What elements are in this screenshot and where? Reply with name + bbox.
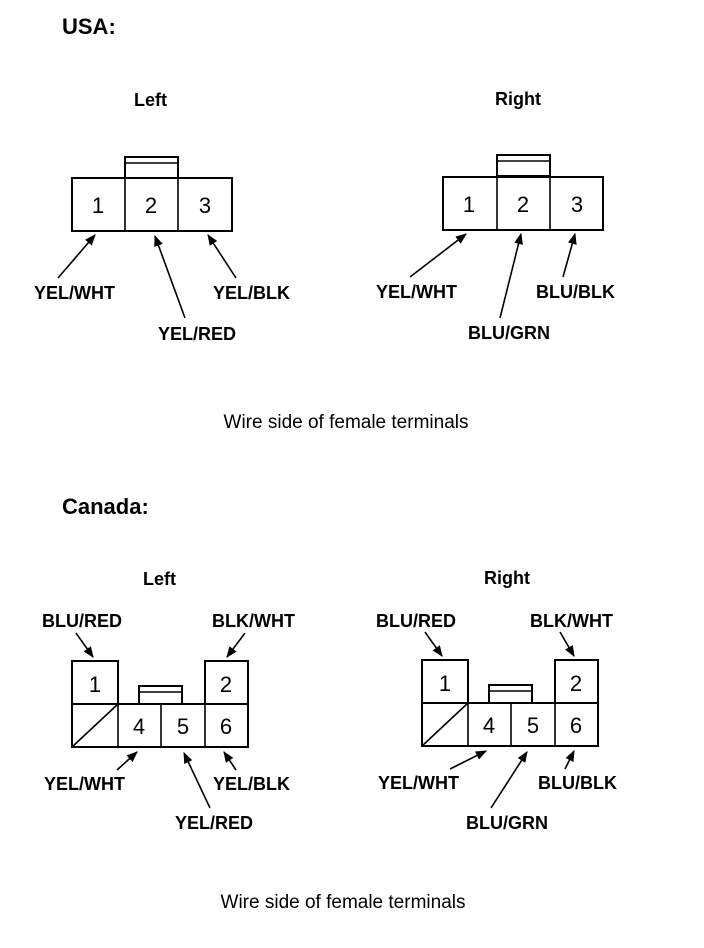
usa-left-pin-1: 1 [91,193,105,218]
usa-right-arrow-2 [500,234,521,318]
usa-right-pin-2: 2 [516,192,530,217]
canada-right-connector [376,568,617,833]
canada-left-pin-6: 6 [219,714,233,739]
canada-left-pin-5: 5 [176,714,190,739]
canada-left-lock-tab [139,686,182,704]
usa-right-connector [376,89,615,343]
canada-right-wire-5: BLU/GRN [466,813,548,833]
canada-left-wire-6: YEL/BLK [213,774,291,794]
canada-right-arrow-5 [491,752,527,808]
usa-left-connector [34,90,290,344]
canada-left-wire-2: BLK/WHT [212,611,295,631]
canada-right-wire-6: BLU/BLK [538,773,617,793]
usa-left-wire-1: YEL/WHT [34,283,115,303]
usa-left-wire-3: YEL/BLK [213,283,291,303]
usa-left-wire-2: YEL/RED [158,324,237,344]
canada-left-connector [42,569,295,833]
canada-left-wire-1: BLU/RED [42,611,122,631]
usa-right-pin-1: 1 [462,192,476,217]
canada-left-wire-4: YEL/WHT [44,774,125,794]
usa-right-wire-3: BLU/BLK [536,282,615,302]
usa-right-pin-3: 3 [570,192,584,217]
usa-left-pin-2: 2 [144,193,158,218]
usa-heading: USA: [62,14,116,39]
usa-left-arrow-1 [58,235,95,278]
canada-left-label: Left [143,569,176,589]
usa-right-lock-tab [497,155,550,176]
usa-right-label: Right [495,89,541,109]
usa-left-label: Left [134,90,167,110]
canada-left-pin-2: 2 [219,672,233,697]
canada-left-arrow-2 [227,633,245,657]
canada-right-arrow-1 [425,632,442,656]
canada-left-arrow-1 [76,633,93,657]
canada-caption: Wire side of female terminals [220,892,466,913]
usa-left-arrow-3 [208,235,236,278]
canada-left-arrow-4 [117,752,137,770]
canada-right-wire-1: BLU/RED [376,611,456,631]
canada-left-arrow-6 [224,752,236,770]
canada-right-arrow-6 [565,751,574,769]
usa-caption: Wire side of female terminals [223,412,469,433]
usa-left-lock-tab [125,157,178,178]
canada-right-arrow-4 [450,751,486,769]
canada-left-wire-5: YEL/RED [175,813,254,833]
canada-right-pin-6: 6 [569,713,583,738]
usa-right-wire-2: BLU/GRN [468,323,550,343]
canada-right-wire-2: BLK/WHT [530,611,613,631]
canada-right-pin-5: 5 [526,713,540,738]
canada-right-arrow-2 [560,632,574,656]
canada-right-pin-4: 4 [482,713,496,738]
canada-left-pin-4: 4 [132,714,146,739]
usa-left-pin-3: 3 [198,193,212,218]
usa-right-arrow-3 [563,234,575,277]
canada-heading: Canada: [62,494,149,519]
canada-left-pin-1: 1 [88,672,102,697]
usa-left-arrow-2 [155,236,185,318]
canada-right-pin-1: 1 [438,671,452,696]
canada-right-wire-4: YEL/WHT [378,773,459,793]
canada-right-label: Right [484,568,530,588]
canada-right-lock-tab [489,685,532,703]
canada-right-pin-2: 2 [569,671,583,696]
usa-right-arrow-1 [410,234,466,277]
canada-left-arrow-5 [184,753,210,808]
usa-right-wire-1: YEL/WHT [376,282,457,302]
